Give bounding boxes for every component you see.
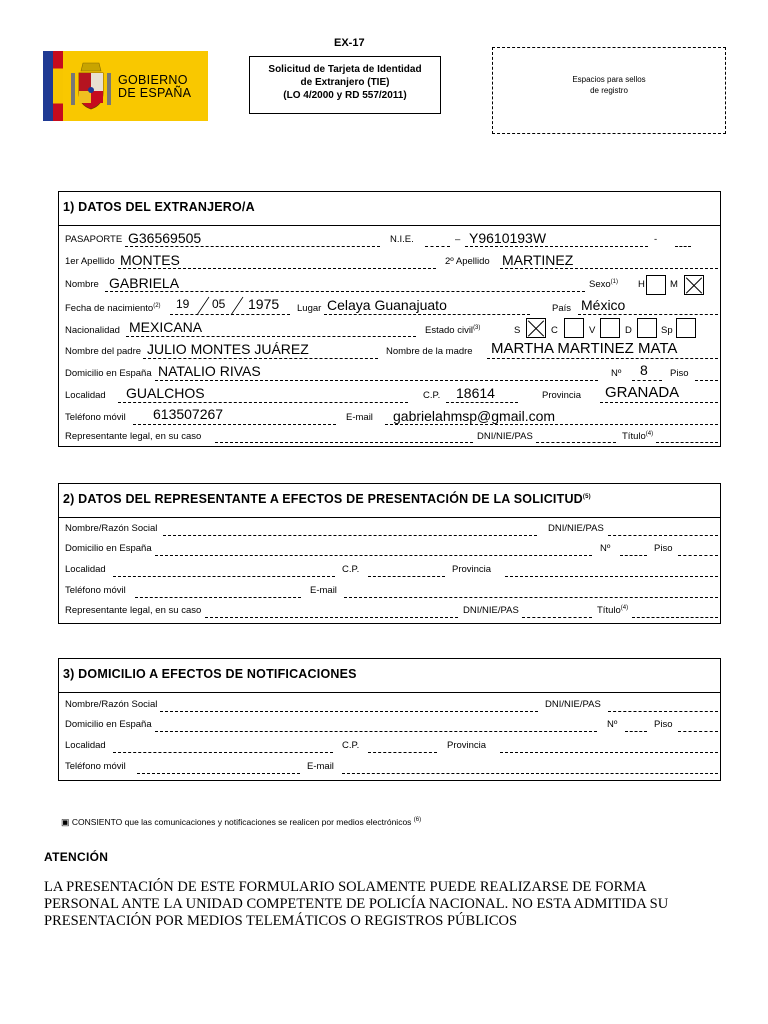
civil-d-label: D: [625, 325, 632, 336]
rep-titulo-label: Título$^{(4)}$: [622, 431, 654, 443]
s2-localidad-line[interactable]: [113, 576, 335, 577]
pasaporte-line: [125, 246, 380, 247]
s2-localidad-label: Localidad: [65, 564, 106, 575]
rep-dni-label: DNI/NIE/PAS: [477, 431, 533, 442]
s2-cp-label: C.P.: [342, 564, 360, 575]
civil-d-checkbox[interactable]: [637, 318, 657, 338]
fecha-slash-1: [196, 296, 210, 316]
s3-email-line[interactable]: [342, 773, 718, 774]
nie-prefix-line: [425, 246, 450, 247]
notice-line3: PRESENTACIÓN POR MEDIOS TELEMÁTICOS O REGISTROS PÚBLICOS: [44, 913, 518, 929]
apellido2-value[interactable]: MARTINEZ: [502, 252, 574, 268]
nie-dash: –: [455, 234, 461, 245]
provincia-value[interactable]: GRANADA: [605, 384, 680, 401]
s3-domicilio-label: Domicilio en España: [65, 719, 152, 730]
civil-c-label: C: [551, 325, 558, 336]
stamp-line1: Espacios para sellos: [572, 75, 646, 84]
s2-nombre-line[interactable]: [163, 535, 537, 536]
s3-email-label: E-mail: [307, 761, 334, 772]
nombre-line: [105, 291, 585, 292]
s2-representante-line[interactable]: [205, 617, 458, 618]
provincia-label: Provincia: [542, 390, 582, 401]
sexo-m-label: M: [670, 279, 678, 290]
fecha-dia[interactable]: 19: [176, 297, 190, 311]
sexo-h-label: H: [638, 279, 645, 290]
section-1-title: 1) DATOS DEL EXTRANJERO/A: [63, 200, 255, 214]
rep-titulo-line: [656, 442, 718, 443]
s3-num-line[interactable]: [625, 731, 647, 732]
telefono-label: Teléfono móvil: [65, 412, 126, 423]
lugar-line: [324, 314, 530, 315]
fecha-mes[interactable]: 05: [212, 297, 226, 311]
notice-title: ATENCIÓN: [44, 850, 109, 864]
pais-label: País: [552, 303, 572, 314]
email-value[interactable]: gabrielahmsp@gmail.com: [393, 408, 556, 424]
form-title-box: [249, 56, 441, 114]
government-logo: [43, 51, 208, 121]
domicilio-label: Domicilio en España: [65, 368, 152, 379]
coat-of-arms-icon: [67, 59, 115, 115]
nie-label: N.I.E.: [390, 234, 414, 245]
civil-v-label: V: [589, 325, 596, 336]
nombre-label: Nombre: [65, 279, 99, 290]
s2-cp-line[interactable]: [368, 576, 445, 577]
pasaporte-value[interactable]: G36569505: [128, 230, 202, 246]
apellido2-line: [500, 268, 718, 269]
stamp-line2: de registro: [590, 86, 628, 95]
s3-localidad-line[interactable]: [113, 752, 333, 753]
consent-checkbox[interactable]: ▣: [61, 817, 70, 827]
sexo-m-checkbox[interactable]: [684, 275, 704, 295]
civil-s-checkbox[interactable]: [526, 318, 546, 338]
representante-label: Representante legal, en su caso: [65, 431, 202, 442]
padre-value[interactable]: JULIO MONTES JUÁREZ: [147, 341, 309, 357]
s3-nombre-label: Nombre/Razón Social: [65, 699, 158, 710]
s2-num-line[interactable]: [620, 555, 647, 556]
localidad-value[interactable]: GUALCHOS: [126, 385, 205, 401]
provincia-line: [600, 402, 718, 403]
nie-line: [465, 246, 648, 247]
s2-dni-line[interactable]: [608, 535, 718, 536]
flag-strip: [53, 51, 63, 121]
s3-telefono-label: Teléfono móvil: [65, 761, 126, 772]
nombre-value[interactable]: GABRIELA: [109, 275, 180, 291]
eu-stars-strip: [43, 51, 53, 121]
consent-sup: (6): [413, 817, 422, 824]
form-title-line1: Solicitud de Tarjeta de Identidad: [268, 64, 422, 75]
s2-domicilio-label: Domicilio en España: [65, 543, 152, 554]
s2-telefono-label: Teléfono móvil: [65, 585, 126, 596]
fecha-label: Fecha de nacimiento$^{(2)}$: [65, 303, 161, 315]
domicilio-line: [155, 380, 598, 381]
apellido1-value[interactable]: MONTES: [120, 252, 180, 268]
s3-num-label: Nº: [607, 719, 618, 730]
civil-c-checkbox[interactable]: [564, 318, 584, 338]
sexo-h-checkbox[interactable]: [646, 275, 666, 295]
s3-dni-label: DNI/NIE/PAS: [545, 699, 601, 710]
section-3-body-box: [58, 692, 721, 781]
s3-cp-label: C.P.: [342, 740, 360, 751]
localidad-label: Localidad: [65, 390, 106, 401]
email-line: [385, 424, 718, 425]
notice-line1: LA PRESENTACIÓN DE ESTE FORMULARIO SOLAMENTE PUEDE REALIZARSE DE FORMA: [44, 879, 647, 895]
pasaporte-label: PASAPORTE: [65, 234, 123, 245]
form-title-line3: (LO 4/2000 y RD 557/2011): [283, 90, 407, 101]
gov-line1: GOBIERNO: [118, 73, 188, 87]
fecha-anio[interactable]: 1975: [248, 296, 280, 312]
s2-provincia-label: Provincia: [452, 564, 492, 575]
pais-value[interactable]: México: [581, 297, 626, 313]
s2-titulo-line[interactable]: [632, 617, 718, 618]
s3-piso-label: Piso: [654, 719, 673, 730]
representante-line: [215, 442, 473, 443]
cp-label: C.P.: [423, 390, 441, 401]
s2-email-line[interactable]: [344, 597, 718, 598]
madre-line: [487, 358, 718, 359]
form-title-line2: de Extranjero (TIE): [300, 77, 390, 88]
piso-label: Piso: [670, 368, 689, 379]
padre-line: [143, 358, 378, 359]
nie-suffix-line: [675, 246, 691, 247]
nacionalidad-line: [126, 336, 416, 337]
cp-line: [446, 402, 518, 403]
civil-s-label: S: [514, 325, 521, 336]
s2-representante-label: Representante legal, en su caso: [65, 605, 202, 616]
email-label: E-mail: [346, 412, 373, 423]
s3-provincia-line[interactable]: [500, 752, 718, 753]
cp-value[interactable]: 18614: [456, 385, 495, 401]
s3-localidad-label: Localidad: [65, 740, 106, 751]
localidad-line: [118, 402, 408, 403]
s3-telefono-line[interactable]: [137, 773, 300, 774]
s2-num-label: Nº: [600, 543, 611, 554]
nie-dash2: -: [654, 234, 658, 245]
s3-nombre-line[interactable]: [160, 711, 538, 712]
registry-stamp-area: [492, 47, 726, 134]
s2-piso-label: Piso: [654, 543, 673, 554]
s2-titulo-label: Título$^{(4)}$: [597, 605, 629, 617]
apellido1-line: [118, 268, 436, 269]
madre-value[interactable]: MARTHA MARTINEZ MATA: [491, 340, 678, 357]
s2-email-label: E-mail: [310, 585, 337, 596]
s3-dni-line[interactable]: [608, 711, 718, 712]
numero-label: Nº: [611, 368, 622, 379]
fecha-slash-2: [230, 296, 244, 316]
form-code: EX-17: [334, 37, 365, 49]
civil-v-checkbox[interactable]: [600, 318, 620, 338]
apellido1-label: 1er Apellido: [65, 256, 115, 267]
section-3-title: 3) DOMICILIO A EFECTOS DE NOTIFICACIONES: [63, 667, 357, 681]
civil-sp-label: Sp: [661, 325, 673, 336]
domicilio-value[interactable]: NATALIO RIVAS: [158, 363, 261, 379]
s2-telefono-line[interactable]: [135, 597, 301, 598]
sexo-label: Sexo$^{(1)}$: [589, 279, 618, 291]
lugar-value[interactable]: Celaya Guanajuato: [327, 297, 447, 313]
consent-row: [61, 817, 421, 828]
s2-domicilio-line[interactable]: [155, 555, 592, 556]
s3-provincia-label: Provincia: [447, 740, 487, 751]
madre-label: Nombre de la madre: [386, 346, 473, 357]
piso-line: [695, 380, 718, 381]
numero-value[interactable]: 8: [640, 362, 648, 378]
s2-rep-dni-label: DNI/NIE/PAS: [463, 605, 519, 616]
section-2-title: 2) DATOS DEL REPRESENTANTE A EFECTOS DE PRESENTACIÓN DE LA SOLICITUD$^{(5)}$: [63, 492, 591, 506]
s2-piso-line[interactable]: [678, 555, 718, 556]
telefono-line: [133, 424, 336, 425]
s2-provincia-line[interactable]: [505, 576, 718, 577]
nie-value[interactable]: Y9610193W: [469, 230, 547, 246]
padre-label: Nombre del padre: [65, 346, 142, 357]
s3-cp-line[interactable]: [368, 752, 437, 753]
numero-line: [632, 380, 662, 381]
civil-sp-checkbox[interactable]: [676, 318, 696, 338]
notice-line2: PERSONAL ANTE LA UNIDAD COMPETENTE DE POLICÍA NACIONAL. NO ESTA ADMITIDA SU: [44, 896, 669, 912]
s2-nombre-label: Nombre/Razón Social: [65, 523, 158, 534]
lugar-label: Lugar: [297, 303, 322, 314]
gov-line2: DE ESPAÑA: [118, 86, 192, 100]
nacionalidad-value[interactable]: MEXICANA: [129, 319, 203, 335]
nacionalidad-label: Nacionalidad: [65, 325, 120, 336]
s3-piso-line[interactable]: [678, 731, 718, 732]
s2-dni-label: DNI/NIE/PAS: [548, 523, 604, 534]
rep-dni-line: [536, 442, 616, 443]
pais-line: [578, 314, 718, 315]
consent-text: CONSIENTO que las comunicaciones y notificaciones se realicen por medios electrónicos: [71, 817, 412, 827]
telefono-value[interactable]: 613507267: [153, 406, 224, 422]
s2-rep-dni-line[interactable]: [522, 617, 592, 618]
apellido2-label: 2º Apellido: [445, 256, 490, 267]
s3-domicilio-line[interactable]: [155, 731, 597, 732]
fecha-dmy-line: [170, 314, 290, 315]
estado-civil-label: Estado civil$^{(3)}$: [425, 325, 481, 337]
